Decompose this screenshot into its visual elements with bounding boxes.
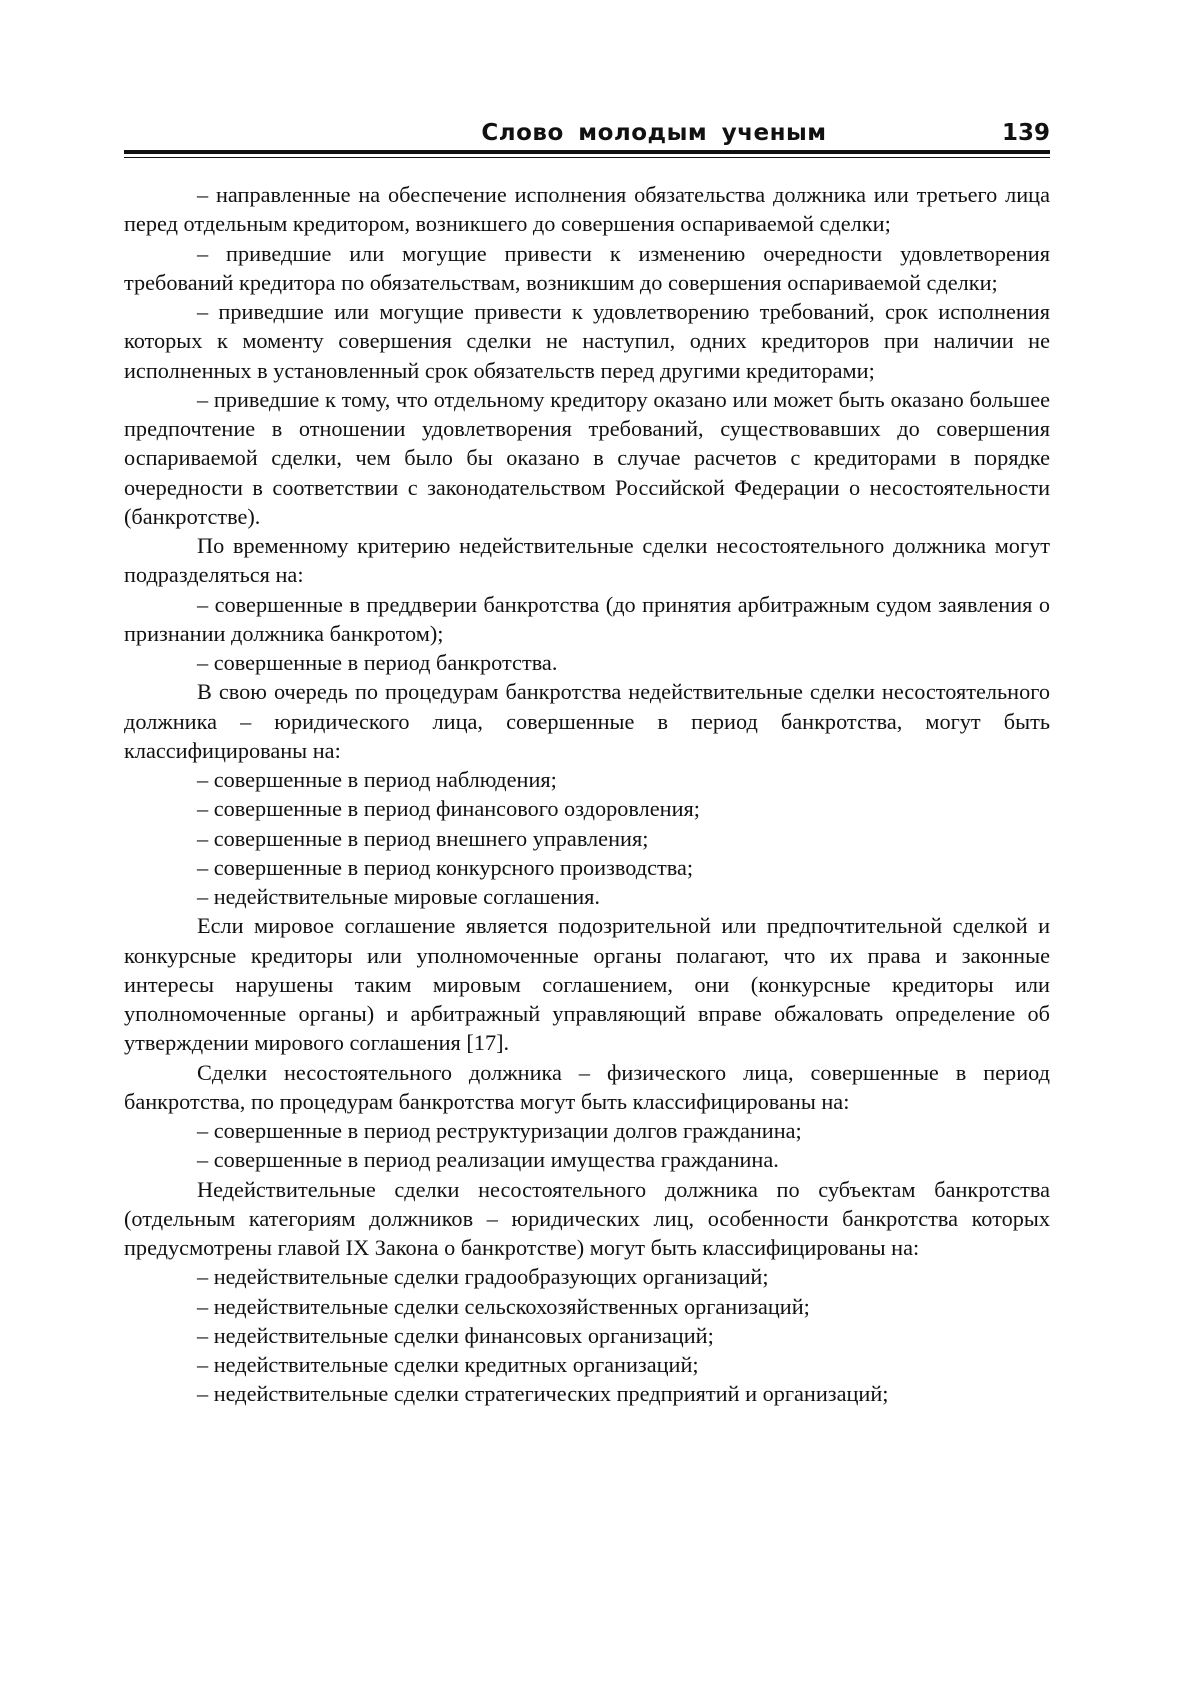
paragraph: – недействительные сделки кредитных организаций; [197,1352,699,1377]
paragraph: – приведшие или могущие привести к удовлетворению требований, срок исполнения которых к моменту совершения сделки не наступил, одних кредиторов при наличии не исполненных в установленный срок обязательств перед другими кредиторами; [124,299,1050,383]
page-number: 139 [1001,120,1050,146]
body-text [124,180,1050,1409]
paragraph: – совершенные в период банкротства. [197,650,558,675]
running-header [124,120,1050,154]
header-rule-thick [124,150,1050,154]
paragraph: – недействительные сделки сельскохозяйственных организаций; [197,1293,810,1319]
paragraph: – приведшие или могущие привести к изменению очередности удовлетворения требований кредитора по обязательствам, возникшим до совершения оспариваемой сделки; [124,240,1050,295]
paragraph: Сделки несостоятельного должника – физического лица, совершенные в период банкротства, по процедурам банкротства могут быть классифицированы на: [124,1059,1050,1114]
paragraph: – недействительные сделки финансовых организаций; [197,1322,714,1348]
paragraph: – совершенные в период внешнего управления; [197,825,649,851]
paragraph: – приведшие к тому, что отдельному кредитору оказано или может быть оказано большее предпочтение в отношении удовлетворения требований, существовавших до совершения оспариваемой сделки, чем было бы оказано в случае расчетов с кредиторами в порядке очередности в соответствии с законодательством Российской Федерации о несостоятельности (банкротстве). [124,386,1050,529]
paragraph: Недействительные сделки несостоятельного должника по субъектам банкротства (отдельным категориям должников – юридических лиц, особенности банкротства которых предусмотрены главой IX Закона о банкротстве) могут быть классифицированы на: [124,1176,1050,1260]
header-title: Слово молодым ученым [481,120,827,146]
paragraph: – направленные на обеспечение исполнения обязательства должника или третьего лица перед отдельным кредитором, возникшего до совершения оспариваемой сделки; [124,182,1050,237]
paragraph: В свою очередь по процедурам банкротства недействительные сделки несостоятельного должника – юридического лица, совершенные в период банкротства, могут быть классифицированы на: [124,679,1050,763]
paragraph: – совершенные в период конкурсного производства; [197,854,694,880]
paragraph: – совершенные в период реструктуризации долгов гражданина; [197,1118,802,1143]
header-rule-thin [124,157,1050,158]
paragraph: – совершенные в период финансового оздоровления; [197,796,700,822]
paragraph: – совершенные в период наблюдения; [197,767,557,792]
paragraph: – недействительные сделки градообразующих организаций; [197,1264,769,1290]
paragraph: – недействительные сделки стратегических предприятий и организаций; [197,1381,889,1407]
paragraph: – совершенные в период реализации имущества гражданина. [197,1147,779,1173]
paragraph: – недействительные мировые соглашения. [197,884,601,909]
paragraph: Если мировое соглашение является подозрительной или предпочтительной сделкой и конкурсные кредиторы или уполномоченные органы полагают, что их права и законные интересы нарушены таким мировым соглашением, они (конкурсные кредиторы или уполномоченные органы) и арбитражный управляющий вправе обжаловать определение об утверждении мирового соглашения [17]. [124,913,1050,1056]
paragraph: – совершенные в преддверии банкротства (до принятия арбитражным судом заявления о признании должника банкротом); [124,591,1050,646]
paragraph: По временному критерию недействительные сделки несостоятельного должника могут подразделяться на: [124,533,1050,588]
